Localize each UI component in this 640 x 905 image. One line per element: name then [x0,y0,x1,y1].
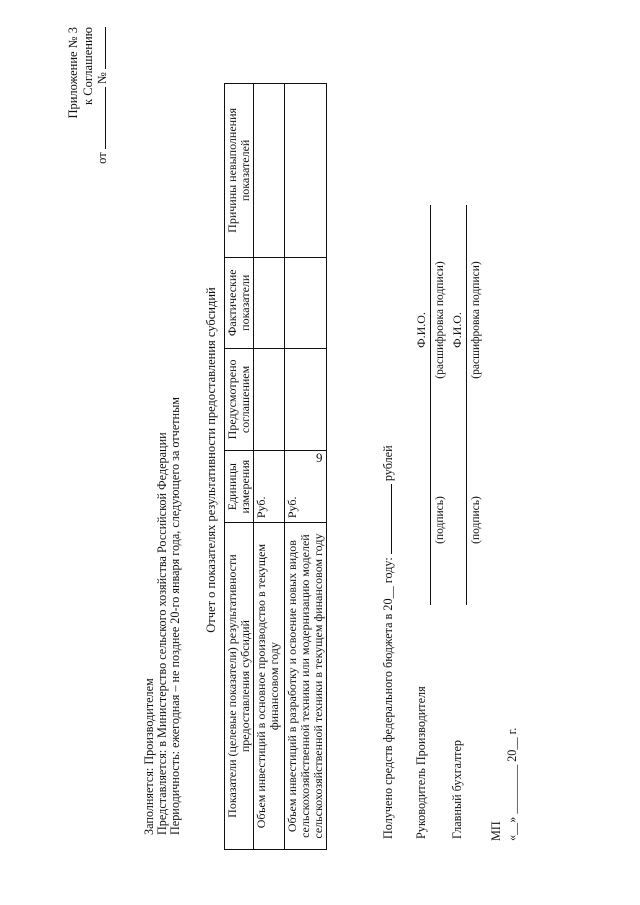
accountant-name-caption: (расшифровка подписи) [470,261,482,379]
table-row [285,84,327,850]
cell-planned [285,348,327,450]
header-indicator: Показатели (целевые показатели) результативности предоставления субсидий [225,523,254,850]
amount-blank-line [391,484,392,554]
head-signature-line [430,435,431,605]
stamp-date-line: «__» ________ 20__ г. [505,727,519,841]
appendix-date-number [95,27,110,227]
cell-reasons [254,84,285,258]
report-table [224,83,327,850]
accountant-name-line [466,205,467,435]
periodicity-line: Периодичность: ежегодная – не позднее 20-го января года, следующего за отчетным [168,397,183,835]
head-signature-caption: (подпись) [434,496,446,544]
received-funds-text: Получено средств федерального бюджета в 20__ году: [381,557,395,839]
appendix-title: Приложение № 3 [66,27,80,119]
appendix-subtitle: к Соглашению [80,27,95,105]
filled-by-line: Заполняется: Производителем [142,678,156,835]
received-funds-line [381,445,396,839]
appendix-date-prefix: от [95,152,109,164]
accountant-signature-caption: (подпись) [470,496,482,544]
header-reasons: Причины невыполнения показателей [225,84,254,258]
cell-indicator: Объем инвестиций в основное производство в текущем финансовом году [254,523,285,850]
accountant-name: Ф.И.О. [450,312,464,348]
cell-indicator: Объем инвестиций в разработку и освоение новых видов сельскохозяйственной техники или модернизацию моделей сельскохозяйственной техники в текущем финансовом году [285,523,327,850]
cell-actual [254,257,285,348]
accountant-label: Главный бухгалтер [450,739,464,839]
head-name: Ф.И.О. [414,312,428,348]
header-actual: Фактические показатели [225,257,254,348]
submitted-to-line: Представляется: в Министерство сельского хозяйства Российской Федерации [155,432,170,835]
date-blank-line [105,87,106,149]
table-header-row [225,84,254,850]
head-name-line [430,205,431,435]
cell-unit: Руб. [285,451,327,523]
header-unit: Единицы измерения [225,451,254,523]
head-name-caption: (расшифровка подписи) [434,261,446,379]
appendix-number-prefix: № [95,72,109,85]
report-title: Отчет о показателях результативности предоставления субсидий [204,287,218,633]
stamp-mp: МП [489,821,503,841]
cell-reasons [285,84,327,258]
cell-actual [285,257,327,348]
page-number: 9 [316,450,323,465]
appendix-header [66,27,110,227]
head-label: Руководитель Производителя [414,686,428,839]
header-planned: Предусмотрено соглашением [225,348,254,450]
received-currency: рублей [381,445,395,482]
intro-block [143,397,183,835]
cell-unit: Руб. [254,451,285,523]
table-row [254,84,285,850]
cell-planned [254,348,285,450]
accountant-signature-line [466,435,467,605]
number-blank-line [105,27,106,69]
